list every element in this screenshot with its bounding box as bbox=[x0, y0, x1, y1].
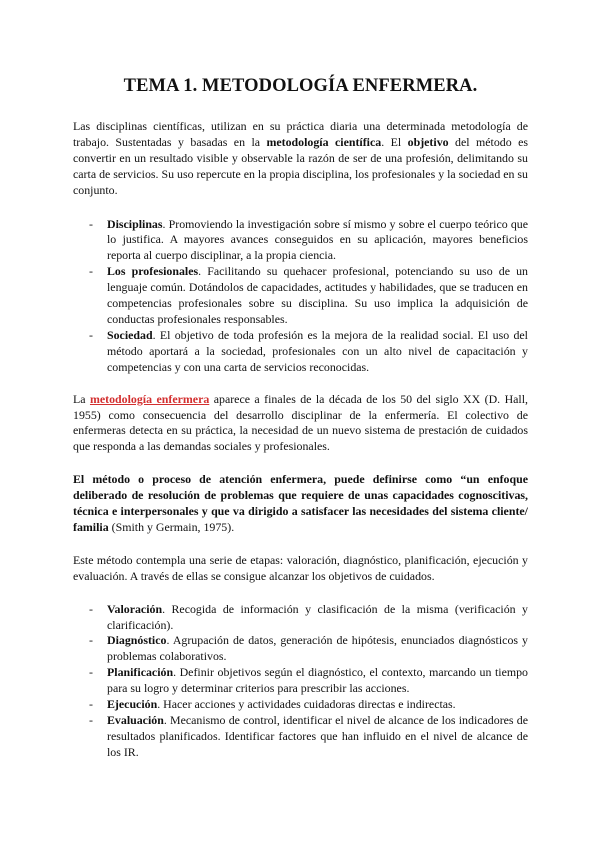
dash-bullet: - bbox=[89, 327, 93, 342]
list-item-term: Valoración bbox=[107, 601, 163, 616]
definition-bold: El método o proceso de atención enfermera, puede definirse como “un enfoque deliberado de resolución de problemas que requiere de unas capacidades cognoscitivas, técnica e interpersonales y que va dirigido a satisfacer las necesidades del sistema cliente/ familia bbox=[73, 472, 528, 534]
intro-text-1: Las disciplinas científicas, utilizan en su práctica diaria una determinada metodología de trabajo. Sustentadas y basadas en la bbox=[73, 119, 528, 149]
dash-bullet: - bbox=[89, 665, 93, 680]
list-item-term: Planificación bbox=[107, 665, 174, 680]
list-item-text: . Recogida de información y clasificación de la misma (verificación y clarificación). bbox=[107, 601, 528, 632]
list-item-text: . El objetivo de toda profesión es la mejora de la realidad social. El uso del método aportará a la sociedad, profesionales con un alto nivel de capacitación y competencias y con una carta de servicios reconocidas. bbox=[107, 327, 528, 374]
list-item bbox=[89, 601, 528, 634]
list-item-term: Ejecución bbox=[107, 697, 158, 712]
list-item-text: . Agrupación de datos, generación de hipótesis, enunciados diagnósticos y problemas colaborativos. bbox=[107, 633, 528, 664]
dash-bullet: - bbox=[89, 216, 93, 231]
list-item bbox=[89, 327, 528, 376]
intro-text-2: . El bbox=[381, 134, 408, 149]
list-item-term: Evaluación bbox=[107, 713, 164, 727]
dash-bullet: - bbox=[89, 697, 93, 712]
impact-list bbox=[73, 217, 528, 376]
intro-text-3: del método es convertir en un resultado visible y observable la razón de ser de una profesión, delimitando su carta de servicios. Su uso repercute en la propia disciplina, los profesionales y la sociedad en su conjunto. bbox=[73, 134, 529, 197]
list-item bbox=[89, 665, 528, 697]
dash-bullet: - bbox=[89, 713, 93, 727]
list-item-text: . Definir objetivos según el diagnóstico, el contexto, marcando un tiempo para su logro y determinar criterios para prescribir las acciones. bbox=[107, 665, 528, 696]
stages-list bbox=[73, 602, 528, 761]
dash-bullet: - bbox=[89, 264, 93, 279]
list-item-text: . Promoviendo la investigación sobre sí mismo y sobre el cuerpo teórico que lo justifica. A mayores avances conseguidos en su aplicación, mayores beneficios reporta al cuerpo disciplinar, a la propia ciencia. bbox=[107, 216, 528, 263]
list-item bbox=[89, 264, 528, 328]
list-item-term: Disciplinas bbox=[107, 216, 163, 231]
dash-bullet: - bbox=[89, 601, 93, 616]
dash-bullet: - bbox=[89, 633, 93, 648]
definition-citation: (Smith y Germain, 1975). bbox=[108, 519, 235, 534]
list-item-text: . Hacer acciones y actividades cuidadoras directas e indirectas. bbox=[157, 697, 456, 712]
history-text-1: La bbox=[73, 391, 90, 406]
definition-paragraph bbox=[73, 472, 528, 536]
list-item bbox=[89, 633, 528, 665]
metodologia-enfermera-link[interactable]: metodología enfermera bbox=[89, 391, 210, 406]
intro-paragraph bbox=[73, 119, 528, 199]
intro-bold-2: objetivo bbox=[407, 134, 449, 149]
history-paragraph bbox=[73, 392, 528, 456]
list-item-text: . Mecanismo de control, identificar el nivel de alcance de los indicadores de resultados planificados. Identificar factores que han influido en el nivel de alcance de los IR. bbox=[107, 713, 528, 759]
list-item-term: Sociedad bbox=[107, 327, 153, 342]
list-item-term: Los profesionales bbox=[107, 264, 199, 279]
history-text-2: aparece a finales de la década de los 50 del siglo XX (D. Hall, 1955) como consecuencia del desarrollo disciplinar de la enfermería. El colectivo de enfermeras detecta en su práctica, la necesidad de un nuevo sistema de prestación de cuidados que responda a las demandas sociales y profesionales. bbox=[73, 391, 529, 454]
stages-intro-paragraph: Este método contempla una serie de etapas: valoración, diagnóstico, planificación, ejecución y evaluación. A través de ellas se consigue alcanzar los objetivos de cuidados. bbox=[73, 552, 528, 583]
list-item-text: . Facilitando su quehacer profesional, potenciando su uso de un lenguaje común. Dotándolos de capacidades, actitudes y habilidades, que se traducen en competencias profesionales sobre su disciplina. Su uso implica la adquisición de conductas profesionales responsables. bbox=[107, 264, 528, 326]
intro-bold-1: metodología científica bbox=[266, 134, 382, 149]
list-item bbox=[89, 697, 528, 713]
page-title: TEMA 1. METODOLOGÍA ENFERMERA. bbox=[123, 76, 478, 96]
list-item bbox=[89, 713, 528, 761]
list-item-term: Diagnóstico bbox=[107, 633, 167, 648]
list-item bbox=[89, 216, 528, 265]
